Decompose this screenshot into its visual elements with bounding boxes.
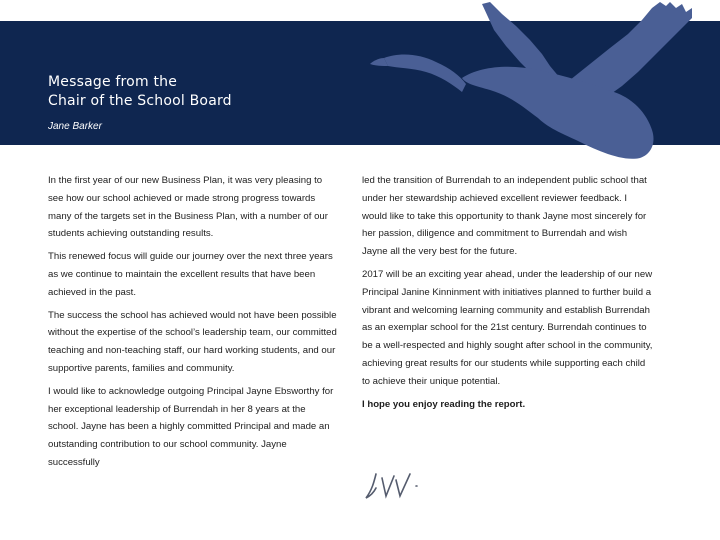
title-line-2: Chair of the School Board — [48, 93, 232, 109]
author-name: Jane Barker — [48, 121, 102, 132]
left-column — [48, 172, 338, 477]
paragraph: 2017 will be an exciting year ahead, under the leadership of our new Principal Janine Kinninment with initiatives planned to further build a vibrant and welcoming learning community and establish Burrendah as an exemplar school for the 21st century. Burrendah continues to be a well-respected and highly sought after school in the community, achieving great results for our students while supporting each child to achieve their unique potential. — [362, 268, 653, 387]
closing-line: I hope you enjoy reading the report. — [362, 398, 526, 410]
right-column — [362, 172, 654, 418]
page-title — [48, 73, 232, 111]
handwritten-signature — [362, 466, 432, 502]
paragraph: The success the school has achieved would not have been possible without the expertise of the school’s leadership team, our committed teaching and non-teaching staff, our hard working students, and our supportive parents, families and community. — [48, 309, 337, 374]
paragraph: This renewed focus will guide our journey over the next three years as we continue to maintain the excellent results that have been achieved in the past. — [48, 251, 333, 298]
flying-swan-graphic — [370, 0, 720, 160]
paragraph: In the first year of our new Business Plan, it was very pleasing to see how our school achieved or made strong progress towards many of the targets set in the Business Plan, with a number of our students achieving outstanding results. — [48, 175, 328, 240]
paragraph: I would like to acknowledge outgoing Principal Jayne Ebsworthy for her exceptional leadership of Burrendah in her 8 years at the school. Jayne has been a highly committed Principal and made an outstanding contribution to our school community. Jayne successfully — [48, 385, 334, 468]
title-line-1: Message from the — [48, 74, 178, 90]
paragraph: led the transition of Burrendah to an independent public school that under her stewardship achieved excellent reviewer feedback. I would like to take this opportunity to thank Jayne most sincerely for her passion, diligence and commitment to Burrendah and wish Jayne all the very best for the future. — [362, 175, 647, 258]
